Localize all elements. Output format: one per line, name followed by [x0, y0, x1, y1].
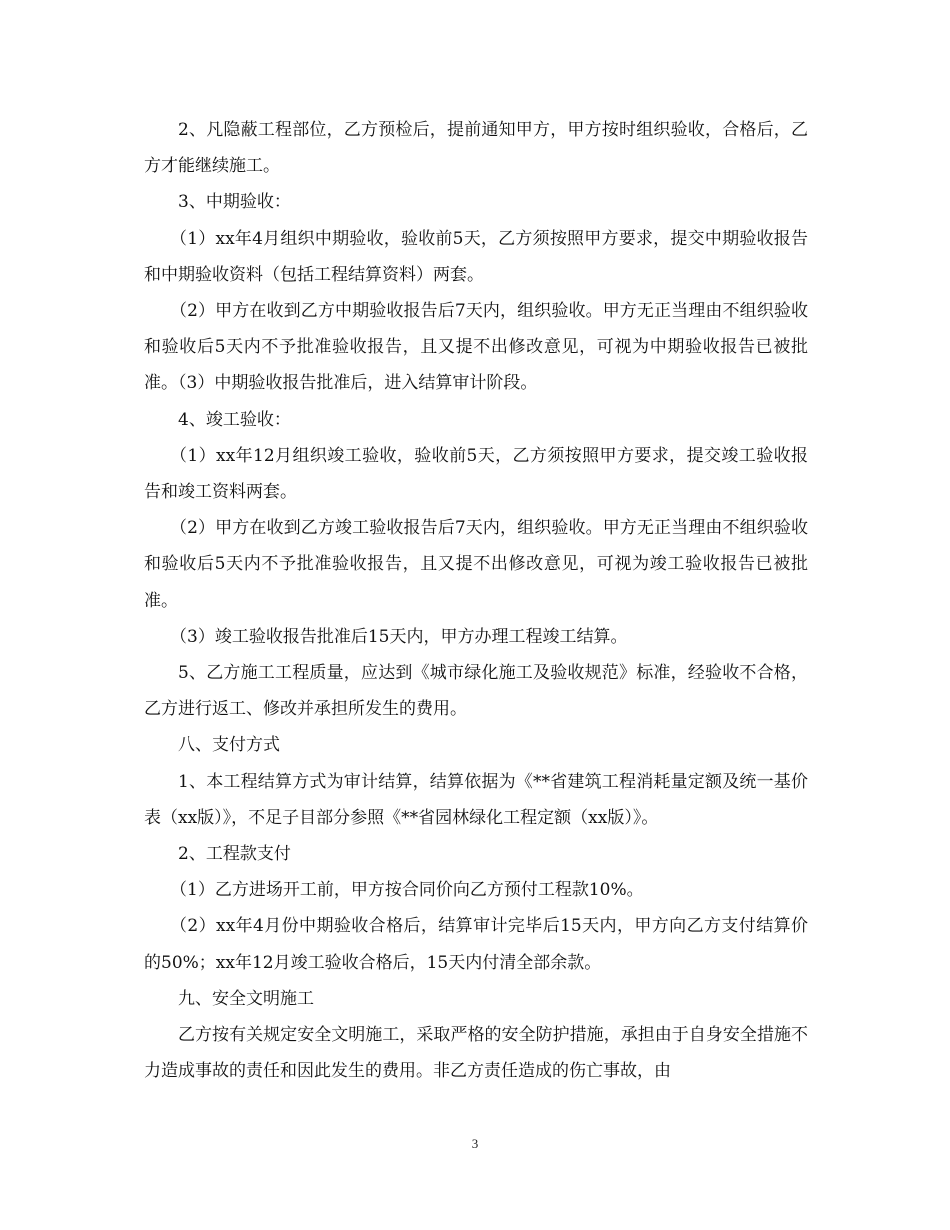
- paragraph-completion-3: （3）竣工验收报告批准后15天内，甲方办理工程竣工结算。: [170, 626, 628, 647]
- paragraph-safety: 乙方按有关规定安全文明施工，采取严格的安全防护措施，承担由于自身安全措施不力造成事故的责任和因此发生的费用。非乙方责任造成的伤亡事故，由: [144, 1025, 808, 1082]
- paragraph-completion-2: （2）甲方在收到乙方竣工验收报告后7天内，组织验收。甲方无正当理由不组织验收和验收后5天内不予批准验收报告，且又提不出修改意见，可视为竣工验收报告已被批准。: [144, 518, 808, 611]
- paragraph-payment-1: （1）乙方进场开工前，甲方按合同价向乙方预付工程款10%。: [170, 880, 644, 901]
- paragraph-midterm-2: （2）甲方在收到乙方中期验收报告后7天内，组织验收。甲方无正当理由不组织验收和验收后5天内不予批准验收报告，且又提不出修改意见，可视为中期验收报告已被批准。（3）中期验收报告批准后，进入结算审计阶段。: [144, 301, 808, 394]
- document-body: [144, 112, 808, 1089]
- heading-safety: 九、安全文明施工: [178, 988, 314, 1009]
- paragraph-hidden-works: 2、凡隐蔽工程部位，乙方预检后，提前通知甲方，甲方按时组织验收，合格后，乙方才能继续施工。: [144, 120, 808, 177]
- heading-midterm-acceptance: 3、中期验收：: [178, 192, 291, 213]
- paragraph-payment-2: （2）xx年4月份中期验收合格后，结算审计完毕后15天内，甲方向乙方支付结算价的50%；xx年12月竣工验收合格后，15天内付清全部余款。: [144, 916, 808, 973]
- heading-completion-acceptance: 4、竣工验收：: [178, 409, 291, 430]
- paragraph-completion-1: （1）xx年12月组织竣工验收，验收前5天，乙方须按照甲方要求，提交竣工验收报告和竣工资料两套。: [144, 445, 808, 503]
- paragraph-settlement: 1、本工程结算方式为审计结算，结算依据为《**省建筑工程消耗量定额及统一基价表（xx版）》，不足子目部分参照《**省园林绿化工程定额（xx版）》。: [144, 771, 808, 828]
- page-number: 3: [471, 1136, 479, 1151]
- paragraph-quality: 5、乙方施工工程质量，应达到《城市绿化施工及验收规范》标准，经验收不合格，乙方进行返工、修改并承担所发生的费用。: [144, 663, 808, 720]
- heading-payment-method: 八、支付方式: [178, 735, 280, 756]
- heading-payment: 2、工程款支付: [178, 844, 291, 865]
- paragraph-midterm-1: （1）xx年4月组织中期验收，验收前5天，乙方须按照甲方要求，提交中期验收报告和中期验收资料（包括工程结算资料）两套。: [144, 228, 808, 285]
